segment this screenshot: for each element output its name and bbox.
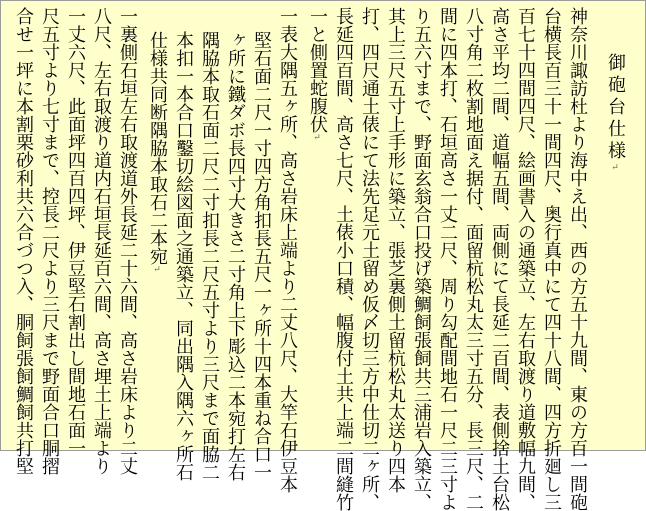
text-column: 尺五寸より七寸まで、控長二尺より三尺まで野面合口胴摺	[39, 7, 60, 475]
column-text: 一と側置蛇腹伏	[307, 7, 328, 133]
text-column: 間に四本打、石垣高さ一丈二尺、周り勾配間地石一尺二三寸よ	[437, 7, 458, 511]
text-column: 神奈川諏訪杜より海中え出、西の方五十九間、東の方百一間砲	[567, 7, 588, 511]
text-column: 高さ平均二間、道幅五間、両側にて長延二百間、表側捨土台松	[489, 7, 510, 511]
text-column: ヶ所に鐵ダボ長四寸大きさ二寸角上下彫込二本宛打左右	[225, 31, 246, 481]
text-column: 打、四尺通土俵にて法先足元土留め仮〆切三方中仕切二ヶ所、	[359, 7, 380, 511]
text-column: 八寸角二枚割地面え据付、面留杭松丸太三寸五分、長三尺、二	[463, 7, 484, 511]
column-text: 仕様共同断隅脇本取石二本宛	[147, 31, 168, 265]
text-column	[145, 31, 169, 275]
text-column: 百七十四間四尺、絵画書入の通築立、左右取渡り道敷幅九間、	[515, 7, 536, 511]
return-mark: ↵	[152, 265, 162, 275]
text-column: 合せ一坪に本割栗砂利共六合づつ入、胴飼張飼鯛飼共打堅	[13, 7, 34, 475]
text-column: 一丈六尺、此面坪四百四坪、伊豆堅石割出し間地石面一	[65, 7, 86, 457]
page-title	[603, 53, 627, 177]
text-column: 長延四百間、高さ七尺、土俵小口積、幅腹付土共上端二間縫竹	[333, 7, 354, 511]
text-column: り五六寸まで、野面玄翁合口投げ築鯛飼張飼共三浦岩入築立、	[411, 7, 432, 511]
text-column: 堅石面二尺一寸四方角扣長五尺一ヶ所十四本重ね合口一	[251, 31, 272, 481]
text-column	[305, 7, 329, 143]
text-column: 其上三尺五寸上手形に築立、張芝裏側土留杭松丸太送り四本	[385, 7, 406, 493]
text-column: 一表大隅五ヶ所、高さ岩床上端より二丈八尺、大竿石伊豆本	[277, 7, 298, 493]
text-column: 八尺、左右取渡り道内石垣長延百六間、高さ埋土上端より	[91, 7, 112, 475]
text-column: 台横長百三十一間四尺、奥行真中にて四十八間、四方折廻し三	[541, 7, 562, 511]
return-mark: ↵	[312, 133, 322, 143]
title-text: 御砲台仕様	[605, 53, 626, 163]
return-mark: ↵	[610, 163, 620, 177]
text-column: 一裏側石垣左右取渡道外長延二十六間、高さ岩床より二丈	[117, 7, 138, 475]
text-column: 隅脇本取石面二尺二寸扣長二尺五寸より三尺まで面脇二	[199, 31, 220, 481]
text-column: 本扣一本合口鑿切絵図面之通築立、同出隅入隅六ヶ所石	[173, 31, 194, 481]
